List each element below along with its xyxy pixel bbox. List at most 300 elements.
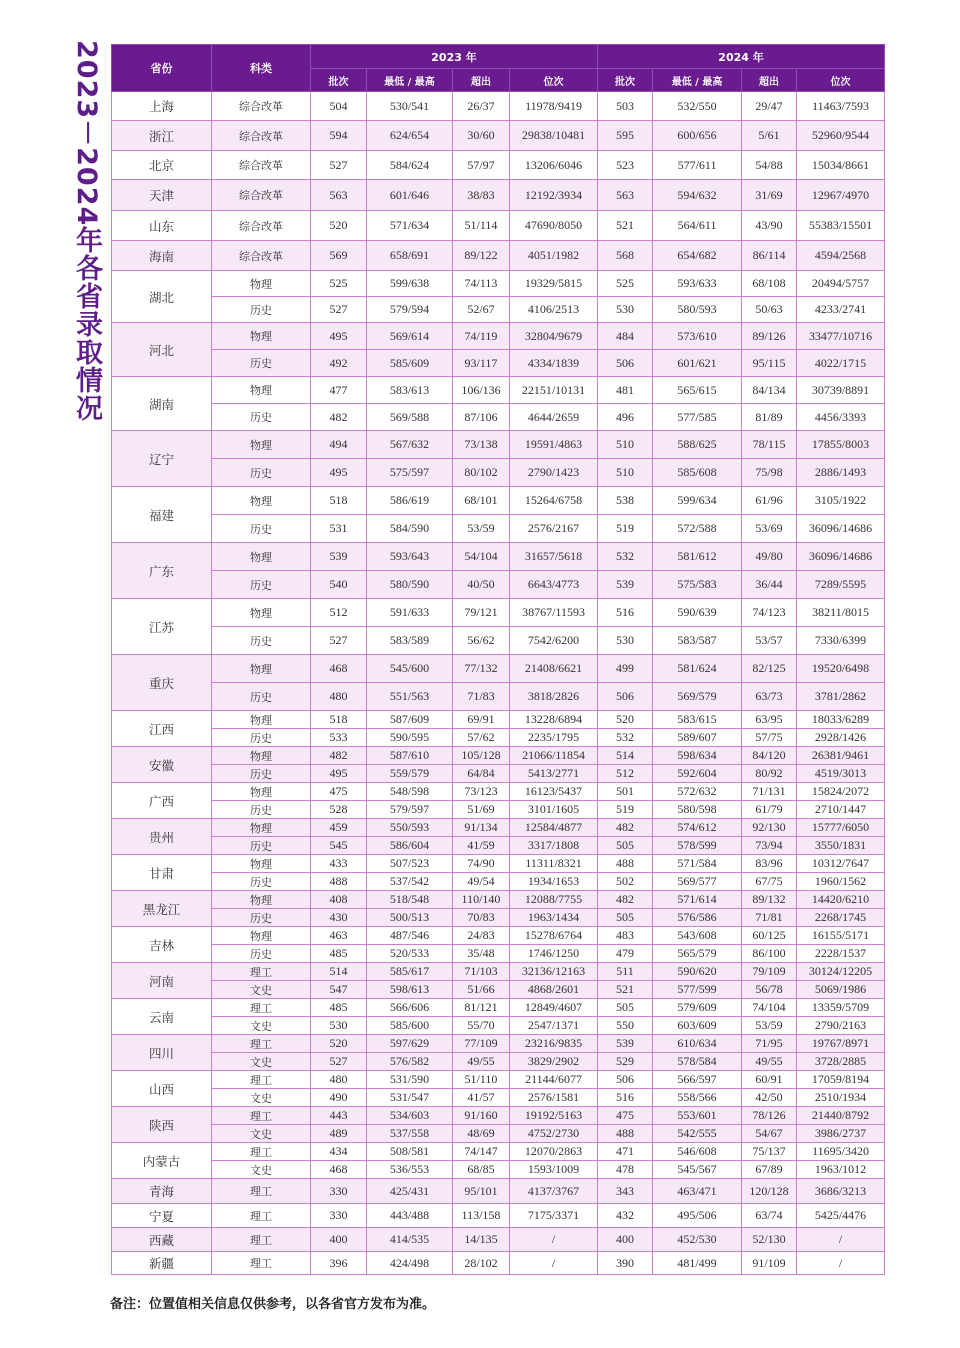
over-2024-cell: 54/67	[742, 1125, 797, 1143]
min-max-2023-cell: 537/558	[367, 1125, 453, 1143]
header-year-2024: 2024 年	[598, 45, 885, 69]
over-2024-cell: 5/61	[742, 121, 797, 151]
rank-2024-cell: 36096/14686	[797, 515, 885, 543]
rank-2024-cell: 19520/6498	[797, 655, 885, 683]
rank-2023-cell: 11978/9419	[510, 92, 598, 121]
header-province: 省份	[112, 45, 212, 92]
rank-2023-cell: 7175/3371	[510, 1204, 598, 1228]
rank-2023-cell: 12192/3934	[510, 180, 598, 211]
min-max-2023-cell: 537/542	[367, 873, 453, 891]
min-max-2023-cell: 585/617	[367, 963, 453, 981]
rank-2023-cell: 12849/4607	[510, 999, 598, 1017]
table-row	[112, 297, 885, 323]
batch-2023-cell: 485	[311, 945, 367, 963]
rank-2024-cell: 2510/1934	[797, 1089, 885, 1107]
province-cell: 北京	[112, 151, 212, 180]
batch-2024-cell: 488	[598, 1125, 653, 1143]
province-cell: 四川	[112, 1035, 212, 1071]
rank-2023-cell: 2790/1423	[510, 459, 598, 487]
batch-2024-cell: 496	[598, 404, 653, 431]
over-2024-cell: 78/115	[742, 431, 797, 459]
over-2023-cell: 38/83	[453, 180, 510, 211]
rank-2024-cell: 18033/6289	[797, 711, 885, 729]
category-cell: 物理	[212, 377, 311, 404]
table-row	[112, 683, 885, 711]
batch-2023-cell: 490	[311, 1089, 367, 1107]
min-max-2023-cell: 579/594	[367, 297, 453, 323]
batch-2024-cell: 400	[598, 1228, 653, 1252]
min-max-2023-cell: 580/590	[367, 571, 453, 599]
min-max-2023-cell: 585/609	[367, 350, 453, 377]
batch-2023-cell: 434	[311, 1143, 367, 1161]
over-2023-cell: 49/55	[453, 1053, 510, 1071]
header-batch-2024: 批次	[598, 69, 653, 92]
min-max-2023-cell: 559/579	[367, 765, 453, 783]
over-2023-cell: 64/84	[453, 765, 510, 783]
min-max-2023-cell: 587/609	[367, 711, 453, 729]
batch-2023-cell: 520	[311, 1035, 367, 1053]
min-max-2024-cell: 571/614	[653, 891, 742, 909]
over-2024-cell: 56/78	[742, 981, 797, 999]
batch-2023-cell: 527	[311, 297, 367, 323]
over-2024-cell: 75/137	[742, 1143, 797, 1161]
rank-2024-cell: 38211/8015	[797, 599, 885, 627]
batch-2024-cell: 502	[598, 873, 653, 891]
rank-2024-cell: 15777/6050	[797, 819, 885, 837]
batch-2023-cell: 512	[311, 599, 367, 627]
batch-2024-cell: 520	[598, 711, 653, 729]
batch-2024-cell: 532	[598, 729, 653, 747]
rank-2023-cell: 15264/6758	[510, 487, 598, 515]
min-max-2024-cell: 571/584	[653, 855, 742, 873]
rank-2024-cell: 15034/8661	[797, 151, 885, 180]
min-max-2023-cell: 414/535	[367, 1228, 453, 1252]
rank-2024-cell: 4519/3013	[797, 765, 885, 783]
over-2023-cell: 77/109	[453, 1035, 510, 1053]
min-max-2023-cell: 508/581	[367, 1143, 453, 1161]
batch-2023-cell: 495	[311, 459, 367, 487]
over-2024-cell: 91/109	[742, 1252, 797, 1275]
over-2023-cell: 69/91	[453, 711, 510, 729]
over-2024-cell: 83/96	[742, 855, 797, 873]
over-2024-cell: 50/63	[742, 297, 797, 323]
min-max-2024-cell: 542/555	[653, 1125, 742, 1143]
rank-2024-cell: 2928/1426	[797, 729, 885, 747]
over-2024-cell: 89/126	[742, 323, 797, 350]
header-batch-2023: 批次	[311, 69, 367, 92]
min-max-2024-cell: 580/598	[653, 801, 742, 819]
over-2023-cell: 79/121	[453, 599, 510, 627]
batch-2024-cell: 514	[598, 747, 653, 765]
batch-2024-cell: 484	[598, 323, 653, 350]
batch-2024-cell: 525	[598, 271, 653, 297]
category-cell: 综合改革	[212, 180, 311, 211]
min-max-2024-cell: 590/639	[653, 599, 742, 627]
over-2023-cell: 35/48	[453, 945, 510, 963]
batch-2024-cell: 505	[598, 909, 653, 927]
rank-2023-cell: 16123/5437	[510, 783, 598, 801]
category-cell: 综合改革	[212, 121, 311, 151]
category-cell: 历史	[212, 515, 311, 543]
category-cell: 物理	[212, 927, 311, 945]
over-2023-cell: 49/54	[453, 873, 510, 891]
table-row	[112, 151, 885, 180]
min-max-2024-cell: 610/634	[653, 1035, 742, 1053]
batch-2023-cell: 518	[311, 711, 367, 729]
min-max-2024-cell: 601/621	[653, 350, 742, 377]
batch-2023-cell: 330	[311, 1204, 367, 1228]
rank-2023-cell: 4334/1839	[510, 350, 598, 377]
min-max-2024-cell: 576/586	[653, 909, 742, 927]
table-row	[112, 515, 885, 543]
table-row	[112, 180, 885, 211]
table-row	[112, 487, 885, 515]
table-row	[112, 211, 885, 241]
rank-2023-cell: /	[510, 1228, 598, 1252]
over-2024-cell: 71/95	[742, 1035, 797, 1053]
batch-2023-cell: 563	[311, 180, 367, 211]
province-cell: 陕西	[112, 1107, 212, 1143]
province-cell: 黑龙江	[112, 891, 212, 927]
table-row	[112, 981, 885, 999]
batch-2023-cell: 528	[311, 801, 367, 819]
rank-2024-cell: 11463/7593	[797, 92, 885, 121]
table-row	[112, 873, 885, 891]
category-cell: 综合改革	[212, 241, 311, 271]
category-cell: 物理	[212, 487, 311, 515]
table-row	[112, 747, 885, 765]
rank-2024-cell: 3986/2737	[797, 1125, 885, 1143]
over-2023-cell: 74/90	[453, 855, 510, 873]
category-cell: 物理	[212, 855, 311, 873]
batch-2023-cell: 527	[311, 151, 367, 180]
category-cell: 物理	[212, 819, 311, 837]
category-cell: 文史	[212, 1089, 311, 1107]
over-2024-cell: 49/55	[742, 1053, 797, 1071]
page-title: 2023－2024年各省录取情况	[71, 40, 102, 423]
min-max-2024-cell: 583/615	[653, 711, 742, 729]
category-cell: 文史	[212, 1125, 311, 1143]
rank-2023-cell: 2235/1795	[510, 729, 598, 747]
category-cell: 历史	[212, 683, 311, 711]
header-rank-2024: 位次	[797, 69, 885, 92]
batch-2024-cell: 519	[598, 801, 653, 819]
province-cell: 吉林	[112, 927, 212, 963]
rank-2023-cell: 21408/6621	[510, 655, 598, 683]
rank-2023-cell: 12070/2863	[510, 1143, 598, 1161]
batch-2024-cell: 505	[598, 999, 653, 1017]
over-2024-cell: 86/114	[742, 241, 797, 271]
over-2023-cell: 68/101	[453, 487, 510, 515]
batch-2023-cell: 485	[311, 999, 367, 1017]
min-max-2023-cell: 597/629	[367, 1035, 453, 1053]
table-row	[112, 271, 885, 297]
batch-2024-cell: 519	[598, 515, 653, 543]
over-2023-cell: 56/62	[453, 627, 510, 655]
rank-2024-cell: 3105/1922	[797, 487, 885, 515]
batch-2023-cell: 504	[311, 92, 367, 121]
rank-2024-cell: 14420/6210	[797, 891, 885, 909]
category-cell: 历史	[212, 297, 311, 323]
category-cell: 历史	[212, 873, 311, 891]
rank-2023-cell: 15278/6764	[510, 927, 598, 945]
rank-2024-cell: 2710/1447	[797, 801, 885, 819]
min-max-2023-cell: 586/604	[367, 837, 453, 855]
min-max-2023-cell: 569/614	[367, 323, 453, 350]
province-cell: 新疆	[112, 1252, 212, 1275]
min-max-2023-cell: 601/646	[367, 180, 453, 211]
table-row	[112, 377, 885, 404]
batch-2024-cell: 538	[598, 487, 653, 515]
batch-2023-cell: 489	[311, 1125, 367, 1143]
min-max-2024-cell: 580/593	[653, 297, 742, 323]
rank-2023-cell: 2547/1371	[510, 1017, 598, 1035]
over-2023-cell: 52/67	[453, 297, 510, 323]
rank-2023-cell: 11311/8321	[510, 855, 598, 873]
table-row	[112, 909, 885, 927]
province-cell: 宁夏	[112, 1204, 212, 1228]
table-row	[112, 711, 885, 729]
over-2024-cell: 63/95	[742, 711, 797, 729]
over-2023-cell: 71/103	[453, 963, 510, 981]
over-2024-cell: 74/123	[742, 599, 797, 627]
min-max-2024-cell: 577/585	[653, 404, 742, 431]
batch-2024-cell: 521	[598, 211, 653, 241]
rank-2023-cell: 4868/2601	[510, 981, 598, 999]
batch-2023-cell: 482	[311, 404, 367, 431]
min-max-2023-cell: 584/590	[367, 515, 453, 543]
rank-2024-cell: 2790/2163	[797, 1017, 885, 1035]
batch-2024-cell: 432	[598, 1204, 653, 1228]
batch-2023-cell: 495	[311, 765, 367, 783]
min-max-2023-cell: 571/634	[367, 211, 453, 241]
category-cell: 物理	[212, 431, 311, 459]
over-2023-cell: 55/70	[453, 1017, 510, 1035]
category-cell: 理工	[212, 1107, 311, 1125]
rank-2024-cell: /	[797, 1252, 885, 1275]
min-max-2023-cell: 569/588	[367, 404, 453, 431]
min-max-2024-cell: 589/607	[653, 729, 742, 747]
table-row	[112, 599, 885, 627]
rank-2023-cell: 12088/7755	[510, 891, 598, 909]
min-max-2024-cell: 558/566	[653, 1089, 742, 1107]
rank-2023-cell: 12584/4877	[510, 819, 598, 837]
over-2024-cell: 49/80	[742, 543, 797, 571]
batch-2023-cell: 527	[311, 627, 367, 655]
min-max-2023-cell: 590/595	[367, 729, 453, 747]
category-cell: 物理	[212, 783, 311, 801]
min-max-2024-cell: 543/608	[653, 927, 742, 945]
batch-2024-cell: 343	[598, 1179, 653, 1204]
over-2023-cell: 74/113	[453, 271, 510, 297]
rank-2023-cell: 4644/2659	[510, 404, 598, 431]
batch-2024-cell: 499	[598, 655, 653, 683]
over-2024-cell: 74/104	[742, 999, 797, 1017]
over-2024-cell: 42/50	[742, 1089, 797, 1107]
province-cell: 湖北	[112, 271, 212, 323]
batch-2023-cell: 433	[311, 855, 367, 873]
rank-2023-cell: 1746/1250	[510, 945, 598, 963]
over-2024-cell: 43/90	[742, 211, 797, 241]
min-max-2023-cell: 583/613	[367, 377, 453, 404]
over-2023-cell: 70/83	[453, 909, 510, 927]
over-2023-cell: 87/106	[453, 404, 510, 431]
over-2024-cell: 67/75	[742, 873, 797, 891]
rank-2024-cell: 3781/2862	[797, 683, 885, 711]
header-minmax-2024: 最低 / 最高	[653, 69, 742, 92]
category-cell: 理工	[212, 999, 311, 1017]
over-2024-cell: 52/130	[742, 1228, 797, 1252]
rank-2024-cell: 5069/1986	[797, 981, 885, 999]
category-cell: 物理	[212, 747, 311, 765]
table-row	[112, 1143, 885, 1161]
province-cell: 广东	[112, 543, 212, 599]
province-cell: 河南	[112, 963, 212, 999]
over-2024-cell: 71/81	[742, 909, 797, 927]
table-row	[112, 350, 885, 377]
category-cell: 综合改革	[212, 151, 311, 180]
min-max-2023-cell: 579/597	[367, 801, 453, 819]
over-2024-cell: 63/73	[742, 683, 797, 711]
over-2023-cell: 30/60	[453, 121, 510, 151]
rank-2024-cell: 4456/3393	[797, 404, 885, 431]
batch-2023-cell: 480	[311, 1071, 367, 1089]
over-2023-cell: 113/158	[453, 1204, 510, 1228]
over-2023-cell: 26/37	[453, 92, 510, 121]
min-max-2024-cell: 583/587	[653, 627, 742, 655]
province-cell: 江西	[112, 711, 212, 747]
over-2023-cell: 89/122	[453, 241, 510, 271]
min-max-2023-cell: 545/600	[367, 655, 453, 683]
over-2023-cell: 81/121	[453, 999, 510, 1017]
min-max-2024-cell: 564/611	[653, 211, 742, 241]
rank-2023-cell: 23216/9835	[510, 1035, 598, 1053]
category-cell: 历史	[212, 627, 311, 655]
over-2024-cell: 54/88	[742, 151, 797, 180]
table-header	[112, 45, 885, 92]
batch-2023-cell: 547	[311, 981, 367, 999]
category-cell: 理工	[212, 1071, 311, 1089]
min-max-2024-cell: 481/499	[653, 1252, 742, 1275]
batch-2023-cell: 443	[311, 1107, 367, 1125]
province-cell: 山西	[112, 1071, 212, 1107]
rank-2023-cell: 5413/2771	[510, 765, 598, 783]
rank-2023-cell: 22151/10131	[510, 377, 598, 404]
table-row	[112, 855, 885, 873]
batch-2024-cell: 530	[598, 297, 653, 323]
rank-2024-cell: 4594/2568	[797, 241, 885, 271]
batch-2023-cell: 545	[311, 837, 367, 855]
rank-2023-cell: 2576/2167	[510, 515, 598, 543]
over-2023-cell: 24/83	[453, 927, 510, 945]
over-2023-cell: 74/147	[453, 1143, 510, 1161]
table-body	[112, 92, 885, 1275]
min-max-2024-cell: 598/634	[653, 747, 742, 765]
min-max-2023-cell: 576/582	[367, 1053, 453, 1071]
table-row	[112, 819, 885, 837]
over-2024-cell: 82/125	[742, 655, 797, 683]
over-2023-cell: 110/140	[453, 891, 510, 909]
rank-2023-cell: 13206/6046	[510, 151, 598, 180]
batch-2023-cell: 533	[311, 729, 367, 747]
batch-2024-cell: 568	[598, 241, 653, 271]
over-2024-cell: 73/94	[742, 837, 797, 855]
table-row	[112, 1017, 885, 1035]
footnote: 备注：位置值相关信息仅供参考，以各省官方发布为准。	[110, 1297, 436, 1312]
batch-2023-cell: 468	[311, 655, 367, 683]
category-cell: 物理	[212, 599, 311, 627]
min-max-2024-cell: 566/597	[653, 1071, 742, 1089]
batch-2024-cell: 506	[598, 350, 653, 377]
batch-2023-cell: 480	[311, 683, 367, 711]
over-2024-cell: 63/74	[742, 1204, 797, 1228]
batch-2024-cell: 475	[598, 1107, 653, 1125]
rank-2023-cell: 4752/2730	[510, 1125, 598, 1143]
batch-2024-cell: 510	[598, 431, 653, 459]
batch-2024-cell: 506	[598, 683, 653, 711]
category-cell: 理工	[212, 1204, 311, 1228]
min-max-2024-cell: 573/610	[653, 323, 742, 350]
rank-2023-cell: /	[510, 1252, 598, 1275]
min-max-2023-cell: 487/546	[367, 927, 453, 945]
table-row	[112, 765, 885, 783]
batch-2024-cell: 503	[598, 92, 653, 121]
table-row	[112, 945, 885, 963]
over-2024-cell: 78/126	[742, 1107, 797, 1125]
table-row	[112, 927, 885, 945]
rank-2024-cell: 4233/2741	[797, 297, 885, 323]
over-2023-cell: 57/97	[453, 151, 510, 180]
table-row	[112, 1179, 885, 1204]
over-2023-cell: 93/117	[453, 350, 510, 377]
table-row	[112, 1071, 885, 1089]
batch-2024-cell: 516	[598, 599, 653, 627]
over-2023-cell: 40/50	[453, 571, 510, 599]
batch-2023-cell: 569	[311, 241, 367, 271]
batch-2024-cell: 523	[598, 151, 653, 180]
rank-2023-cell: 1963/1434	[510, 909, 598, 927]
over-2024-cell: 80/92	[742, 765, 797, 783]
min-max-2024-cell: 532/550	[653, 92, 742, 121]
category-cell: 理工	[212, 1143, 311, 1161]
batch-2023-cell: 477	[311, 377, 367, 404]
province-cell: 河北	[112, 323, 212, 377]
rank-2024-cell: 15824/2072	[797, 783, 885, 801]
over-2023-cell: 68/85	[453, 1161, 510, 1179]
table-row	[112, 627, 885, 655]
min-max-2023-cell: 658/691	[367, 241, 453, 271]
rank-2024-cell: 3550/1831	[797, 837, 885, 855]
min-max-2023-cell: 530/541	[367, 92, 453, 121]
table-row	[112, 963, 885, 981]
category-cell: 物理	[212, 323, 311, 350]
min-max-2023-cell: 584/624	[367, 151, 453, 180]
over-2024-cell: 89/132	[742, 891, 797, 909]
batch-2023-cell: 594	[311, 121, 367, 151]
batch-2023-cell: 492	[311, 350, 367, 377]
batch-2024-cell: 390	[598, 1252, 653, 1275]
min-max-2023-cell: 591/633	[367, 599, 453, 627]
min-max-2023-cell: 551/563	[367, 683, 453, 711]
min-max-2024-cell: 565/579	[653, 945, 742, 963]
rank-2023-cell: 7542/6200	[510, 627, 598, 655]
min-max-2023-cell: 424/498	[367, 1252, 453, 1275]
over-2024-cell: 81/89	[742, 404, 797, 431]
batch-2023-cell: 540	[311, 571, 367, 599]
rank-2024-cell: 12967/4970	[797, 180, 885, 211]
over-2023-cell: 41/57	[453, 1089, 510, 1107]
province-cell: 贵州	[112, 819, 212, 855]
